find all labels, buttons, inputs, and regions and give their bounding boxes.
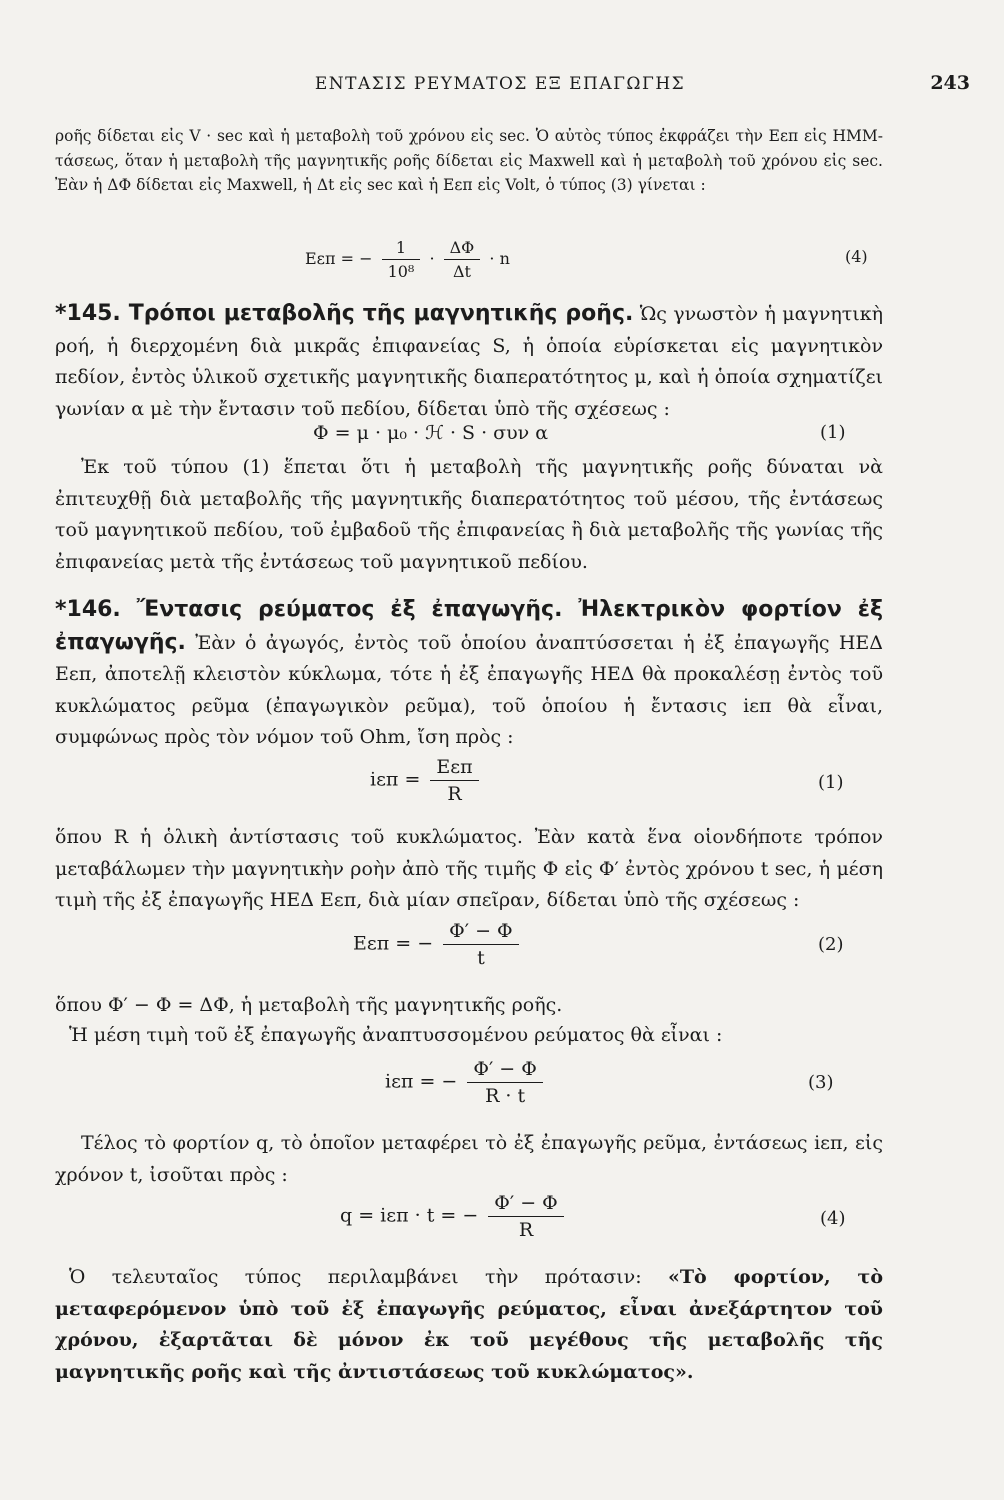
section-146-text4: Ἡ μέση τιμὴ τοῦ ἐξ ἐπαγωγῆς ἀναπτυσσομένου ρεύματος θὰ εἶναι : — [69, 1024, 723, 1046]
equation-146-3 — [385, 1058, 547, 1107]
section-146-text5: Τέλος τὸ φορτίον q, τὸ ὁποῖον μεταφέρει τὸ ἐξ ἐπαγωγῆς ρεῦμα, ἐντάσεως iεπ, εἰς χρόνον t, ἰσοῦται πρὸς : — [55, 1132, 883, 1186]
equation-146-2 — [353, 920, 523, 969]
page-number: 243 — [930, 72, 970, 94]
equation-4a-tail: · n — [489, 249, 510, 268]
section-145-heading: *145. Τρόποι μεταβολῆς τῆς μαγνητικῆς ροῆς. — [55, 301, 634, 326]
equation-4a-frac2-num: ΔΦ — [444, 238, 481, 260]
equation-4a-frac1 — [382, 238, 421, 281]
equation-146-4-number: (4) — [820, 1208, 846, 1229]
intro-paragraph: ροῆς δίδεται εἰς V · sec καὶ ἡ μεταβολὴ τοῦ χρόνου εἰς sec. Ὁ αὐτὸς τύπος ἐκφράζει τὴν Eεπ εἰς ΗΜΜ-τάσεως, ὅταν ἡ μεταβολὴ τῆς μαγνητικῆς ροῆς δίδεται εἰς Maxwell καὶ ἡ μεταβολὴ τοῦ χρόνου εἰς sec. Ἐὰν ἡ ΔΦ δίδεται εἰς Maxwell, ἡ Δt εἰς sec καὶ ἡ Eεπ εἰς Volt, ὁ τύπος (3) γίνεται : — [55, 127, 883, 194]
equation-146-1-num: Eεπ — [430, 756, 478, 781]
equation-146-2-num: Φ′ − Φ — [443, 920, 518, 945]
equation-146-2-lhs: Eεπ = − — [353, 932, 434, 955]
equation-146-3-frac — [467, 1058, 542, 1107]
equation-146-3-number: (3) — [808, 1072, 834, 1093]
section-146-text: Ἐὰν ὁ ἀγωγός, ἐντὸς τοῦ ὁποίου ἀναπτύσσεται ἡ ἐξ ἐπαγωγῆς ΗΕΔ Eεπ, ἀποτελῇ κλειστὸν κύκλωμα, τότε ἡ ἐξ ἐπαγωγῆς ΗΕΔ θὰ προκαλέσῃ ἐντὸς τοῦ κυκλώματος ρεῦμα (ἐπαγωγικὸν ρεῦμα), τοῦ ὁποίου ἡ ἔντασις iεπ θὰ εἶναι, συμφώνως πρὸς τὸν νόμον τοῦ Ohm, ἴση πρὸς : — [55, 631, 884, 748]
equation-146-2-den: t — [477, 947, 485, 969]
equation-146-1-lhs: iεπ = — [370, 768, 421, 791]
equation-4a — [305, 238, 510, 281]
section-145 — [55, 298, 883, 425]
equation-4a-lhs: Eεπ = − — [305, 249, 373, 268]
equation-146-4-num: Φ′ − Φ — [488, 1192, 563, 1217]
equation-4a-frac2-den: Δt — [452, 262, 471, 281]
equation-146-3-lhs: iεπ = − — [385, 1070, 458, 1093]
equation-146-1-frac — [430, 756, 478, 805]
equation-146-4 — [340, 1192, 568, 1241]
equation-146-1 — [370, 756, 483, 805]
section-146-text6 — [55, 1262, 883, 1388]
equation-146-1-den: R — [447, 783, 462, 805]
equation-4a-number: (4) — [845, 247, 868, 266]
running-header — [60, 70, 970, 104]
equation-146-2-frac — [443, 920, 518, 969]
chapter-title: ΕΝΤΑΣΙΣ ΡΕΥΜΑΤΟΣ ΕΞ ΕΠΑΓΩΓΗΣ — [314, 74, 686, 94]
equation-145-1: Φ = μ · μ₀ · ℋ · S · συν α — [313, 422, 549, 444]
equation-146-4-frac — [488, 1192, 563, 1241]
section-146-text3: ὅπου Φ′ − Φ = ΔΦ, ἡ μεταβολὴ τῆς μαγνητικῆς ροῆς. — [55, 994, 563, 1016]
section-146 — [55, 594, 883, 754]
equation-146-2-number: (2) — [818, 934, 844, 955]
equation-146-3-num: Φ′ − Φ — [467, 1058, 542, 1083]
equation-146-4-lhs: q = iεπ · t = − — [340, 1204, 479, 1227]
equation-4a-frac1-num: 1 — [382, 238, 421, 260]
section-145-text2: Ἐκ τοῦ τύπου (1) ἕπεται ὅτι ἡ μεταβολὴ τῆς μαγνητικῆς ροῆς δύναται νὰ ἐπιτευχθῇ διὰ μεταβολῆς τῆς μαγνητικῆς διαπερατότητος τοῦ μέσου, τῆς ἐντάσεως τοῦ μαγνητικοῦ πεδίου, τοῦ ἐμβαδοῦ τῆς ἐπιφανείας ἢ διὰ μεταβολῆς τῆς γωνίας τῆς ἐπιφανείας μετὰ τῆς ἐντάσεως τοῦ μαγνητικοῦ πεδίου. — [55, 456, 883, 573]
section-146-text6-start: Ὁ τελευταῖος τύπος περιλαμβάνει τὴν πρότασιν: — [69, 1266, 668, 1288]
equation-146-3-den: R · t — [485, 1085, 526, 1107]
section-145-text: Ὡς γνωστὸν ἡ μαγνητικὴ ροή, ἡ διερχομένη διὰ μικρᾶς ἐπιφανείας S, ἡ ὁποία εὑρίσκεται εἰς μαγνητικὸν πεδίον, ἐντὸς ὑλικοῦ σχετικῆς μαγνητικῆς διαπερατότητος μ, καὶ ἡ ὁποία σχηματίζει γωνίαν α μὲ τὴν ἔντασιν τοῦ πεδίου, δίδεται ὑπὸ τῆς σχέσεως : — [55, 303, 883, 420]
equation-4a-frac2 — [444, 238, 481, 281]
equation-145-1-number: (1) — [820, 422, 846, 443]
section-146-heading: *146. Ἔντασις ρεύματος ἐξ ἐπαγωγῆς. Ἠλεκτρικὸν φορτίον ἐξ ἐπαγωγῆς. — [55, 597, 883, 655]
equation-4a-dot: · — [429, 249, 435, 268]
equation-4a-frac1-den: 10⁸ — [387, 262, 415, 281]
section-146-conclusion: «Τὸ φορτίον, τὸ μεταφερόμενον ὑπὸ τοῦ ἐξ ἐπαγωγῆς ρεύματος, εἶναι ἀνεξάρτητον τοῦ χρόνου, ἐξαρτᾶται δὲ μόνον ἐκ τοῦ μεγέθους τῆς μεταβολῆς τῆς μαγνητικῆς ροῆς καὶ τῆς ἀντιστάσεως τοῦ κυκλώματος». — [55, 1266, 883, 1383]
section-146-text2: ὅπου R ἡ ὁλικὴ ἀντίστασις τοῦ κυκλώματος. Ἐὰν κατὰ ἕνα οἱονδήποτε τρόπον μεταβάλωμεν τὴν μαγνητικὴν ροὴν ἀπὸ τῆς τιμῆς Φ εἰς Φ′ ἐντὸς χρόνου t sec, ἡ μέση τιμὴ τῆς ἐξ ἐπαγωγῆς ΗΕΔ Eεπ, διὰ μίαν σπεῖραν, δίδεται ὑπὸ τῆς σχέσεως : — [55, 826, 883, 911]
equation-146-4-den: R — [518, 1219, 534, 1241]
equation-146-1-number: (1) — [818, 772, 844, 793]
